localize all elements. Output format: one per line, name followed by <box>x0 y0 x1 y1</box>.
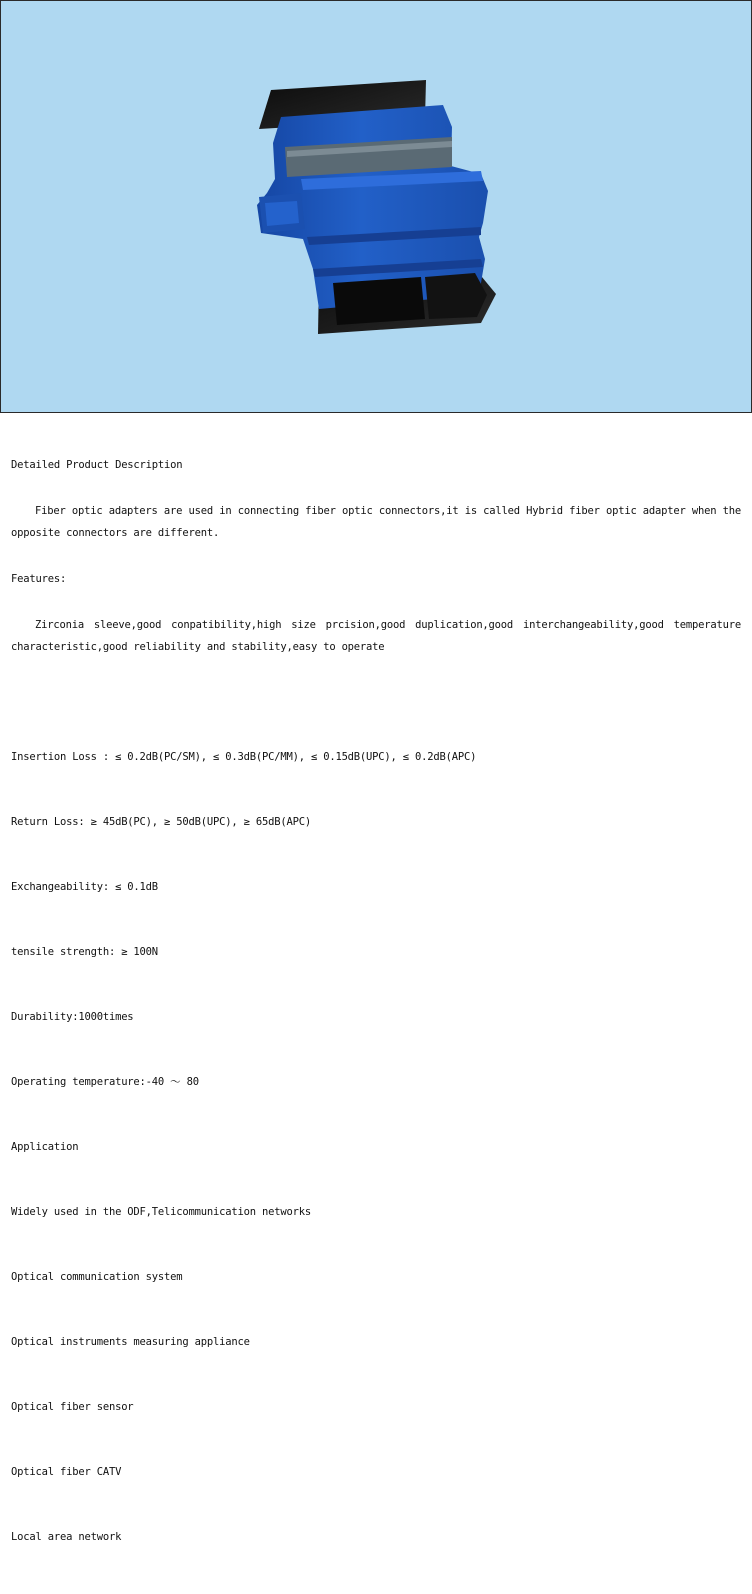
spec-tensile-strength: tensile strength: ≥ 100N <box>11 946 158 958</box>
features-paragraph: Zirconia sleeve,good conpatibility,high size prcision,good duplication,good interchangeability,good temperature characteristic,good reliability and stability,easy to operate <box>11 619 741 653</box>
application-label: Application <box>11 1141 79 1153</box>
features-label: Features: <box>11 573 67 585</box>
application-item: Local area network <box>11 1531 122 1543</box>
spec-return-loss: Return Loss: ≥ 45dB(PC), ≥ 50dB(UPC), ≥ 65dB(APC) <box>11 816 311 828</box>
spec-durability: Durability:1000times <box>11 1011 134 1023</box>
spec-operating-temperature: Operating temperature:-40 ～ 80 <box>11 1076 199 1088</box>
application-item: Optical fiber sensor <box>11 1401 134 1413</box>
application-item: Widely used in the ODF,Telicommunication networks <box>11 1206 311 1218</box>
spec-exchangeability: Exchangeability: ≤ 0.1dB <box>11 881 158 893</box>
description-heading: Detailed Product Description <box>11 459 183 471</box>
fiber-optic-adapter-icon <box>1 1 751 412</box>
application-item: Optical instruments measuring appliance <box>11 1336 250 1348</box>
intro-paragraph: Fiber optic adapters are used in connecting fiber optic connectors,it is called Hybrid fiber optic adapter when the opposite connectors are different. <box>11 505 741 539</box>
application-item: Optical communication system <box>11 1271 183 1283</box>
product-description <box>11 430 741 1594</box>
spec-insertion-loss: Insertion Loss : ≤ 0.2dB(PC/SM), ≤ 0.3dB(PC/MM), ≤ 0.15dB(UPC), ≤ 0.2dB(APC) <box>11 751 477 763</box>
application-item: Optical fiber CATV <box>11 1466 122 1478</box>
product-photo <box>0 0 752 413</box>
